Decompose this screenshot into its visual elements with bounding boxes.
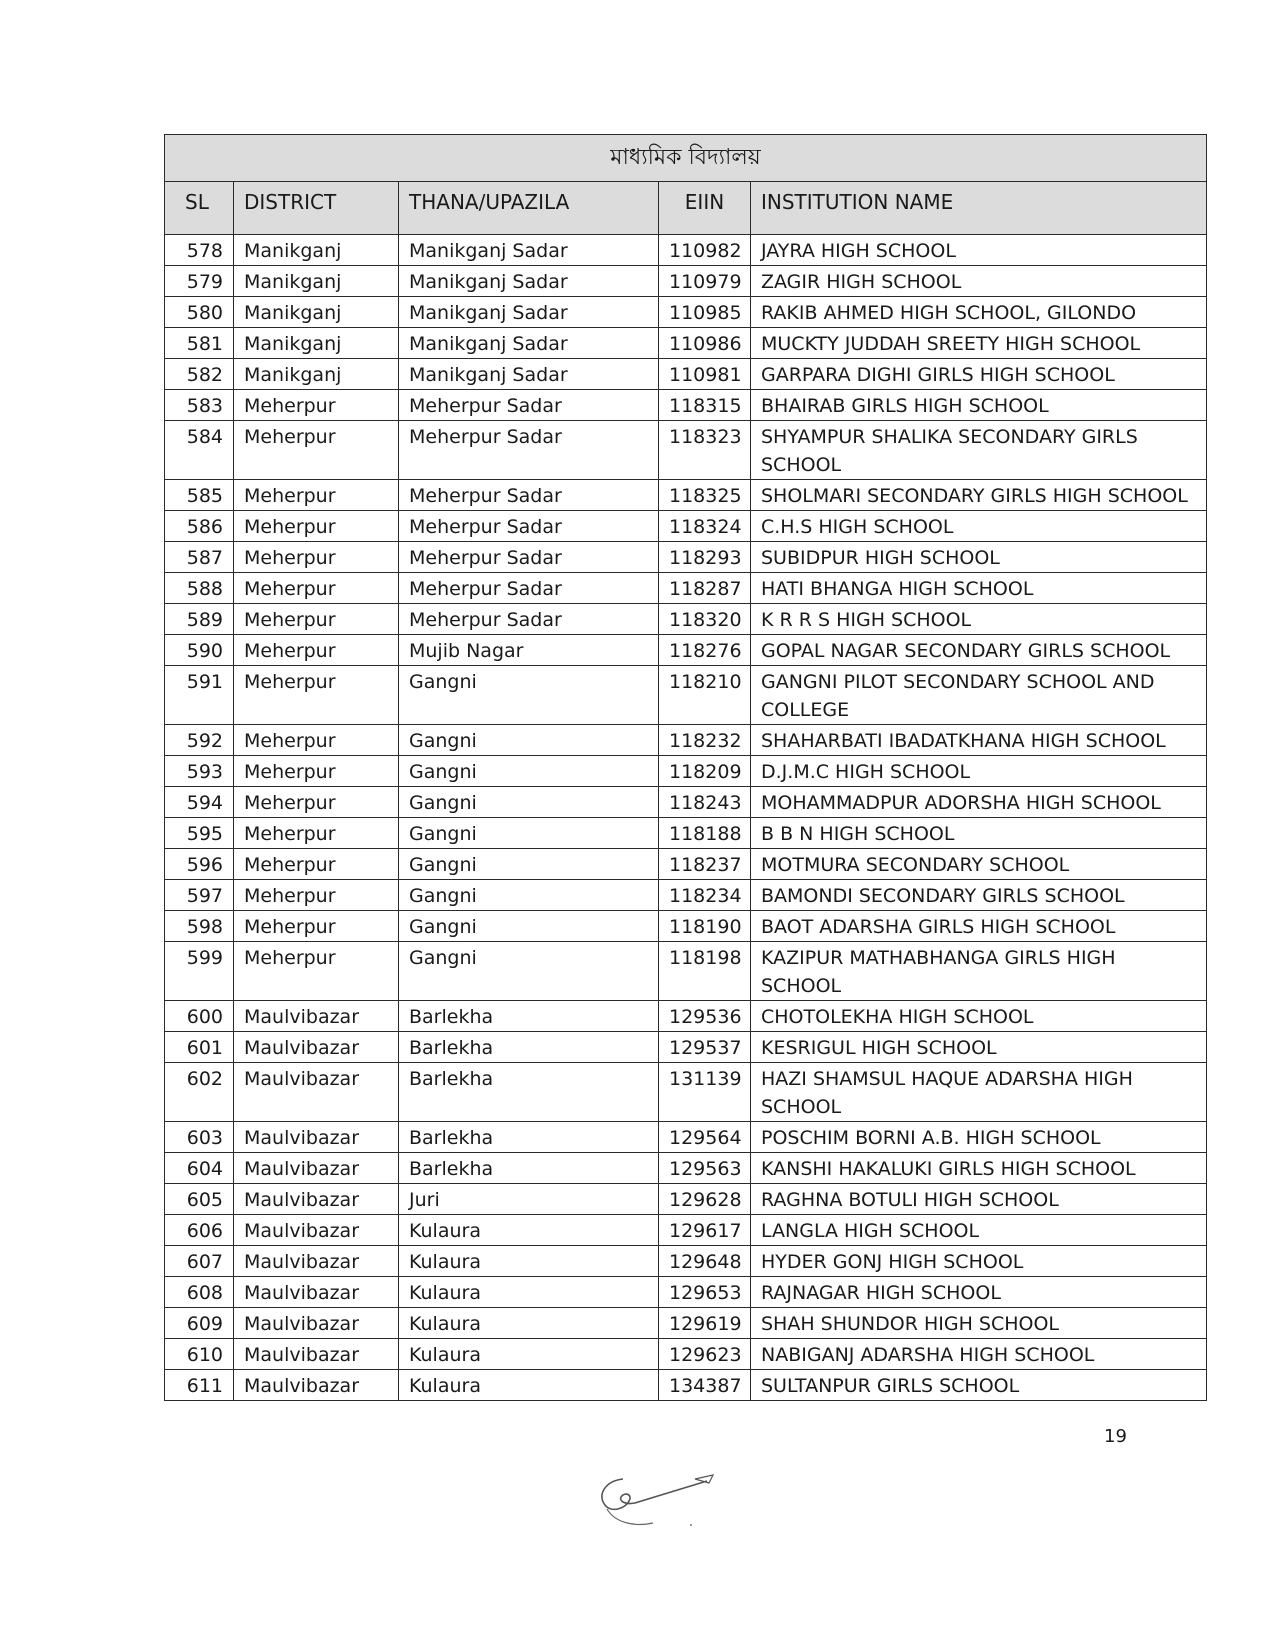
cell-eiin: 129563 <box>659 1153 751 1184</box>
table-row <box>165 911 1207 942</box>
cell-eiin: 134387 <box>659 1370 751 1401</box>
cell-district: Manikganj <box>234 328 399 359</box>
cell-district: Meherpur <box>234 604 399 635</box>
table-row <box>165 266 1207 297</box>
cell-institution-name: MUCKTY JUDDAH SREETY HIGH SCHOOL <box>751 328 1207 359</box>
cell-sl: 604 <box>165 1153 234 1184</box>
cell-sl: 586 <box>165 511 234 542</box>
cell-sl: 581 <box>165 328 234 359</box>
cell-institution-name: KESRIGUL HIGH SCHOOL <box>751 1032 1207 1063</box>
table-row <box>165 849 1207 880</box>
cell-sl: 587 <box>165 542 234 573</box>
cell-thana: Gangni <box>399 725 659 756</box>
cell-thana: Gangni <box>399 849 659 880</box>
cell-district: Meherpur <box>234 573 399 604</box>
table-row <box>165 1370 1207 1401</box>
table-row <box>165 235 1207 266</box>
table-row <box>165 604 1207 635</box>
cell-thana: Manikganj Sadar <box>399 266 659 297</box>
cell-institution-name: CHOTOLEKHA HIGH SCHOOL <box>751 1001 1207 1032</box>
cell-sl: 611 <box>165 1370 234 1401</box>
cell-sl: 583 <box>165 390 234 421</box>
cell-institution-name: NABIGANJ ADARSHA HIGH SCHOOL <box>751 1339 1207 1370</box>
cell-district: Meherpur <box>234 511 399 542</box>
cell-eiin: 118324 <box>659 511 751 542</box>
table-row <box>165 1184 1207 1215</box>
institution-table <box>164 134 1207 1401</box>
cell-district: Maulvibazar <box>234 1370 399 1401</box>
cell-eiin: 118232 <box>659 725 751 756</box>
cell-sl: 601 <box>165 1032 234 1063</box>
table-row <box>165 573 1207 604</box>
cell-eiin: 110986 <box>659 328 751 359</box>
table-title: মাধ্যমিক বিদ্যালয় <box>165 135 1207 182</box>
cell-sl: 593 <box>165 756 234 787</box>
cell-institution-name: HAZI SHAMSUL HAQUE ADARSHA HIGH SCHOOL <box>751 1063 1207 1122</box>
cell-thana: Gangni <box>399 911 659 942</box>
cell-thana: Barlekha <box>399 1122 659 1153</box>
cell-district: Meherpur <box>234 542 399 573</box>
table-row <box>165 511 1207 542</box>
cell-thana: Manikganj Sadar <box>399 359 659 390</box>
table-row <box>165 1215 1207 1246</box>
cell-institution-name: BAOT ADARSHA GIRLS HIGH SCHOOL <box>751 911 1207 942</box>
cell-eiin: 118320 <box>659 604 751 635</box>
cell-sl: 578 <box>165 235 234 266</box>
cell-sl: 591 <box>165 666 234 725</box>
cell-institution-name: RAKIB AHMED HIGH SCHOOL, GILONDO <box>751 297 1207 328</box>
cell-institution-name: B B N HIGH SCHOOL <box>751 818 1207 849</box>
cell-thana: Kulaura <box>399 1370 659 1401</box>
cell-institution-name: RAGHNA BOTULI HIGH SCHOOL <box>751 1184 1207 1215</box>
cell-thana: Kulaura <box>399 1277 659 1308</box>
column-header-institution-name: INSTITUTION NAME <box>751 182 1207 235</box>
cell-thana: Meherpur Sadar <box>399 604 659 635</box>
cell-eiin: 118323 <box>659 421 751 480</box>
cell-institution-name: KAZIPUR MATHABHANGA GIRLS HIGH SCHOOL <box>751 942 1207 1001</box>
cell-institution-name: K R R S HIGH SCHOOL <box>751 604 1207 635</box>
cell-eiin: 118198 <box>659 942 751 1001</box>
cell-sl: 580 <box>165 297 234 328</box>
cell-sl: 597 <box>165 880 234 911</box>
cell-eiin: 118237 <box>659 849 751 880</box>
cell-thana: Manikganj Sadar <box>399 235 659 266</box>
cell-eiin: 129564 <box>659 1122 751 1153</box>
table-row <box>165 328 1207 359</box>
cell-thana: Manikganj Sadar <box>399 328 659 359</box>
table-row <box>165 297 1207 328</box>
cell-district: Maulvibazar <box>234 1001 399 1032</box>
cell-district: Meherpur <box>234 725 399 756</box>
cell-eiin: 118287 <box>659 573 751 604</box>
column-header-row <box>165 182 1207 235</box>
cell-sl: 608 <box>165 1277 234 1308</box>
cell-institution-name: D.J.M.C HIGH SCHOOL <box>751 756 1207 787</box>
cell-institution-name: RAJNAGAR HIGH SCHOOL <box>751 1277 1207 1308</box>
cell-institution-name: SHAHARBATI IBADATKHANA HIGH SCHOOL <box>751 725 1207 756</box>
cell-district: Meherpur <box>234 911 399 942</box>
cell-institution-name: POSCHIM BORNI A.B. HIGH SCHOOL <box>751 1122 1207 1153</box>
cell-eiin: 118210 <box>659 666 751 725</box>
cell-district: Meherpur <box>234 756 399 787</box>
cell-eiin: 110981 <box>659 359 751 390</box>
cell-sl: 605 <box>165 1184 234 1215</box>
cell-thana: Gangni <box>399 756 659 787</box>
cell-eiin: 118276 <box>659 635 751 666</box>
table-row <box>165 1001 1207 1032</box>
cell-thana: Meherpur Sadar <box>399 421 659 480</box>
cell-institution-name: SHOLMARI SECONDARY GIRLS HIGH SCHOOL <box>751 480 1207 511</box>
cell-eiin: 129648 <box>659 1246 751 1277</box>
cell-thana: Barlekha <box>399 1063 659 1122</box>
cell-institution-name: SHYAMPUR SHALIKA SECONDARY GIRLS SCHOOL <box>751 421 1207 480</box>
cell-thana: Gangni <box>399 818 659 849</box>
cell-district: Meherpur <box>234 421 399 480</box>
cell-thana: Juri <box>399 1184 659 1215</box>
signature-image <box>595 1465 725 1535</box>
table-body <box>165 235 1207 1401</box>
cell-sl: 607 <box>165 1246 234 1277</box>
cell-district: Maulvibazar <box>234 1246 399 1277</box>
cell-thana: Barlekha <box>399 1032 659 1063</box>
cell-sl: 596 <box>165 849 234 880</box>
table-row <box>165 787 1207 818</box>
column-header-eiin: EIIN <box>659 182 751 235</box>
cell-eiin: 110985 <box>659 297 751 328</box>
cell-sl: 579 <box>165 266 234 297</box>
cell-sl: 588 <box>165 573 234 604</box>
cell-sl: 589 <box>165 604 234 635</box>
cell-district: Manikganj <box>234 266 399 297</box>
cell-institution-name: HYDER GONJ HIGH SCHOOL <box>751 1246 1207 1277</box>
cell-eiin: 129619 <box>659 1308 751 1339</box>
cell-sl: 606 <box>165 1215 234 1246</box>
cell-district: Maulvibazar <box>234 1184 399 1215</box>
cell-sl: 594 <box>165 787 234 818</box>
cell-district: Maulvibazar <box>234 1339 399 1370</box>
cell-district: Manikganj <box>234 359 399 390</box>
column-header-district: DISTRICT <box>234 182 399 235</box>
cell-eiin: 129623 <box>659 1339 751 1370</box>
cell-sl: 595 <box>165 818 234 849</box>
table-row <box>165 756 1207 787</box>
cell-sl: 592 <box>165 725 234 756</box>
cell-institution-name: MOTMURA SECONDARY SCHOOL <box>751 849 1207 880</box>
cell-sl: 598 <box>165 911 234 942</box>
cell-institution-name: BAMONDI SECONDARY GIRLS SCHOOL <box>751 880 1207 911</box>
cell-district: Manikganj <box>234 297 399 328</box>
cell-institution-name: JAYRA HIGH SCHOOL <box>751 235 1207 266</box>
table-row <box>165 1277 1207 1308</box>
cell-thana: Meherpur Sadar <box>399 511 659 542</box>
table-row <box>165 1308 1207 1339</box>
cell-district: Meherpur <box>234 818 399 849</box>
table-row <box>165 421 1207 480</box>
cell-district: Maulvibazar <box>234 1063 399 1122</box>
cell-thana: Barlekha <box>399 1153 659 1184</box>
table-row <box>165 390 1207 421</box>
cell-thana: Meherpur Sadar <box>399 573 659 604</box>
cell-eiin: 131139 <box>659 1063 751 1122</box>
cell-institution-name: SULTANPUR GIRLS SCHOOL <box>751 1370 1207 1401</box>
cell-district: Meherpur <box>234 635 399 666</box>
cell-eiin: 118188 <box>659 818 751 849</box>
table-row <box>165 1032 1207 1063</box>
cell-institution-name: GARPARA DIGHI GIRLS HIGH SCHOOL <box>751 359 1207 390</box>
cell-sl: 599 <box>165 942 234 1001</box>
cell-district: Maulvibazar <box>234 1277 399 1308</box>
table-header <box>165 135 1207 235</box>
cell-sl: 584 <box>165 421 234 480</box>
cell-district: Meherpur <box>234 480 399 511</box>
cell-thana: Meherpur Sadar <box>399 542 659 573</box>
cell-sl: 600 <box>165 1001 234 1032</box>
page-number: 19 <box>1104 1426 1127 1447</box>
table-row <box>165 1153 1207 1184</box>
cell-eiin: 110979 <box>659 266 751 297</box>
cell-district: Maulvibazar <box>234 1215 399 1246</box>
cell-district: Meherpur <box>234 942 399 1001</box>
table-row <box>165 880 1207 911</box>
cell-institution-name: HATI BHANGA HIGH SCHOOL <box>751 573 1207 604</box>
cell-thana: Kulaura <box>399 1339 659 1370</box>
cell-institution-name: KANSHI HAKALUKI GIRLS HIGH SCHOOL <box>751 1153 1207 1184</box>
cell-district: Meherpur <box>234 390 399 421</box>
cell-eiin: 118209 <box>659 756 751 787</box>
table-row <box>165 359 1207 390</box>
cell-institution-name: GANGNI PILOT SECONDARY SCHOOL AND COLLEGE <box>751 666 1207 725</box>
cell-district: Meherpur <box>234 787 399 818</box>
cell-sl: 603 <box>165 1122 234 1153</box>
cell-thana: Kulaura <box>399 1246 659 1277</box>
cell-district: Manikganj <box>234 235 399 266</box>
cell-institution-name: SUBIDPUR HIGH SCHOOL <box>751 542 1207 573</box>
cell-sl: 582 <box>165 359 234 390</box>
cell-eiin: 129537 <box>659 1032 751 1063</box>
cell-thana: Mujib Nagar <box>399 635 659 666</box>
cell-sl: 590 <box>165 635 234 666</box>
table-row <box>165 542 1207 573</box>
cell-eiin: 129617 <box>659 1215 751 1246</box>
cell-institution-name: SHAH SHUNDOR HIGH SCHOOL <box>751 1308 1207 1339</box>
cell-institution-name: MOHAMMADPUR ADORSHA HIGH SCHOOL <box>751 787 1207 818</box>
cell-thana: Gangni <box>399 787 659 818</box>
cell-district: Meherpur <box>234 666 399 725</box>
cell-district: Maulvibazar <box>234 1122 399 1153</box>
cell-thana: Barlekha <box>399 1001 659 1032</box>
cell-district: Meherpur <box>234 880 399 911</box>
table-row <box>165 1063 1207 1122</box>
cell-eiin: 129536 <box>659 1001 751 1032</box>
table-row <box>165 1246 1207 1277</box>
cell-thana: Meherpur Sadar <box>399 390 659 421</box>
cell-eiin: 118315 <box>659 390 751 421</box>
cell-sl: 610 <box>165 1339 234 1370</box>
cell-sl: 602 <box>165 1063 234 1122</box>
cell-eiin: 129653 <box>659 1277 751 1308</box>
table-row <box>165 942 1207 1001</box>
table-row <box>165 725 1207 756</box>
cell-district: Maulvibazar <box>234 1032 399 1063</box>
table-row <box>165 818 1207 849</box>
cell-institution-name: LANGLA HIGH SCHOOL <box>751 1215 1207 1246</box>
cell-institution-name: GOPAL NAGAR SECONDARY GIRLS SCHOOL <box>751 635 1207 666</box>
cell-eiin: 110982 <box>659 235 751 266</box>
cell-eiin: 129628 <box>659 1184 751 1215</box>
cell-sl: 609 <box>165 1308 234 1339</box>
table-row <box>165 635 1207 666</box>
cell-eiin: 118234 <box>659 880 751 911</box>
column-header-sl: SL <box>165 182 234 235</box>
table-row <box>165 1122 1207 1153</box>
cell-district: Meherpur <box>234 849 399 880</box>
cell-sl: 585 <box>165 480 234 511</box>
cell-thana: Gangni <box>399 942 659 1001</box>
table-row <box>165 480 1207 511</box>
cell-institution-name: C.H.S HIGH SCHOOL <box>751 511 1207 542</box>
cell-thana: Kulaura <box>399 1308 659 1339</box>
cell-eiin: 118190 <box>659 911 751 942</box>
cell-institution-name: ZAGIR HIGH SCHOOL <box>751 266 1207 297</box>
table-row <box>165 1339 1207 1370</box>
table-row <box>165 666 1207 725</box>
cell-thana: Manikganj Sadar <box>399 297 659 328</box>
cell-thana: Gangni <box>399 666 659 725</box>
cell-thana: Meherpur Sadar <box>399 480 659 511</box>
cell-thana: Gangni <box>399 880 659 911</box>
cell-eiin: 118325 <box>659 480 751 511</box>
cell-institution-name: BHAIRAB GIRLS HIGH SCHOOL <box>751 390 1207 421</box>
cell-eiin: 118293 <box>659 542 751 573</box>
column-header-thana: THANA/UPAZILA <box>399 182 659 235</box>
cell-thana: Kulaura <box>399 1215 659 1246</box>
cell-district: Maulvibazar <box>234 1153 399 1184</box>
cell-eiin: 118243 <box>659 787 751 818</box>
cell-district: Maulvibazar <box>234 1308 399 1339</box>
